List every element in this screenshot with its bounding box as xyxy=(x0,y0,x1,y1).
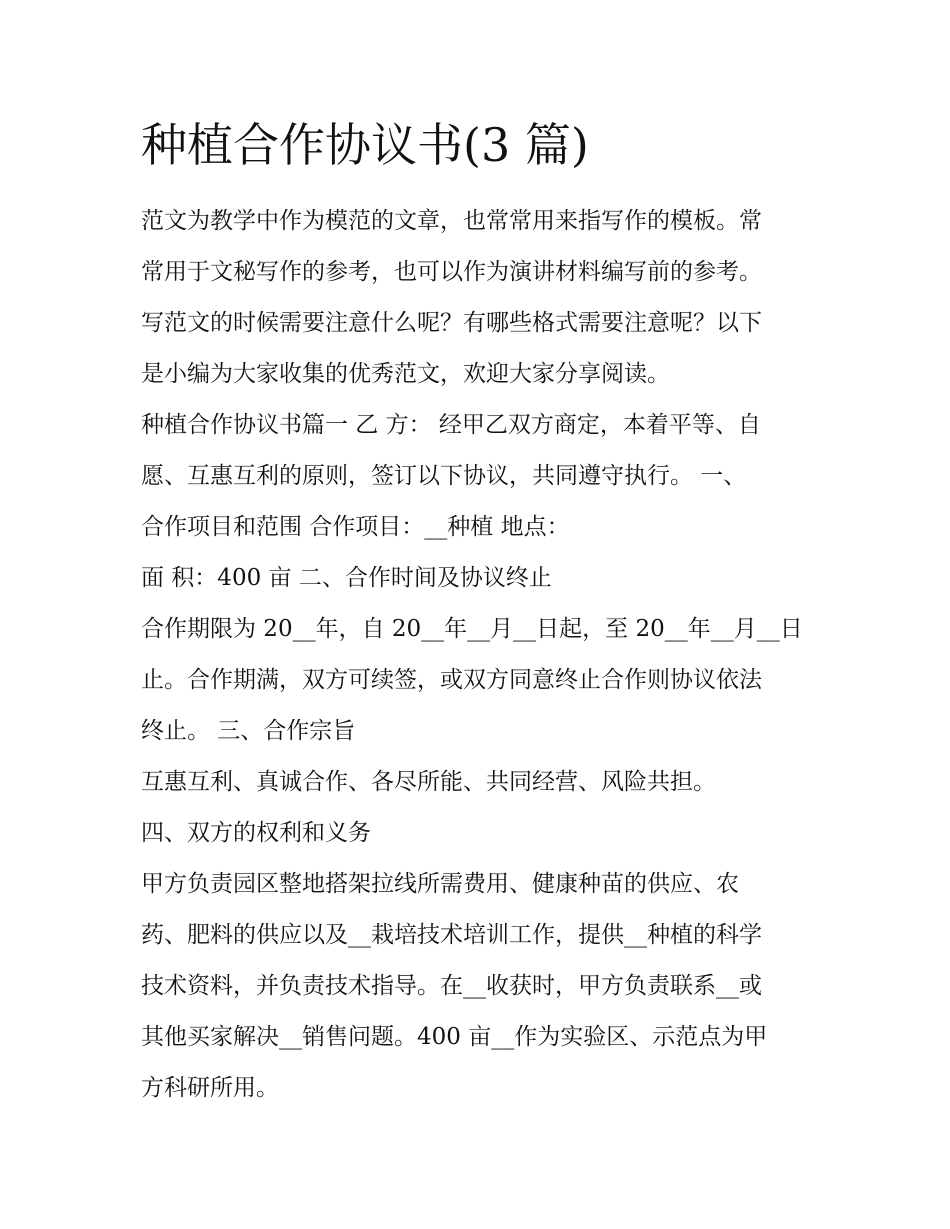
body-line: 方科研所用。 xyxy=(141,1075,279,1101)
body-line: 是小编为大家收集的优秀范文，欢迎大家分享阅读。 xyxy=(141,361,670,387)
document-body xyxy=(141,196,821,1114)
document-title: 种植合作协议书(3 篇) xyxy=(141,118,589,172)
body-line: 面 积：400 亩 二、合作时间及协议终止 xyxy=(141,565,552,591)
body-line: 写范文的时候需要注意什么呢？有哪些格式需要注意呢？以下 xyxy=(141,310,762,336)
document-page xyxy=(141,110,821,1114)
body-line: 互惠互利、真诚合作、各尽所能、共同经营、风险共担。 xyxy=(141,769,716,795)
body-line: 合作项目和范围 合作项目：__种植 地点： xyxy=(141,514,570,540)
body-line: 范文为教学中作为模范的文章，也常常用来指写作的模板。常 xyxy=(141,208,762,234)
body-line: 其他买家解决__销售问题。400 亩__作为实验区、示范点为甲 xyxy=(141,1024,768,1050)
body-line: 止。合作期满，双方可续签，或双方同意终止合作则协议依法 xyxy=(141,667,762,693)
body-line: 药、肥料的供应以及__栽培技术培训工作，提供__种植的科学 xyxy=(141,922,762,948)
body-line: 终止。 三、合作宗旨 xyxy=(141,718,356,744)
body-line: 愿、互惠互利的原则，签订以下协议，共同遵守执行。 一、 xyxy=(141,463,747,489)
body-line: 甲方负责园区整地搭架拉线所需费用、健康种苗的供应、农 xyxy=(141,871,739,897)
body-line: 常用于文秘写作的参考，也可以作为演讲材料编写前的参考。 xyxy=(141,259,762,285)
body-line: 四、双方的权利和义务 xyxy=(141,820,371,846)
body-line: 技术资料，并负责技术指导。在__收获时，甲方负责联系__或 xyxy=(141,973,762,999)
body-line: 种植合作协议书篇一 乙 方： 经甲乙双方商定，本着平等、自 xyxy=(141,412,761,438)
body-line: 合作期限为 20__年，自 20__年__月__日起，至 20__年__月__日 xyxy=(141,616,803,642)
